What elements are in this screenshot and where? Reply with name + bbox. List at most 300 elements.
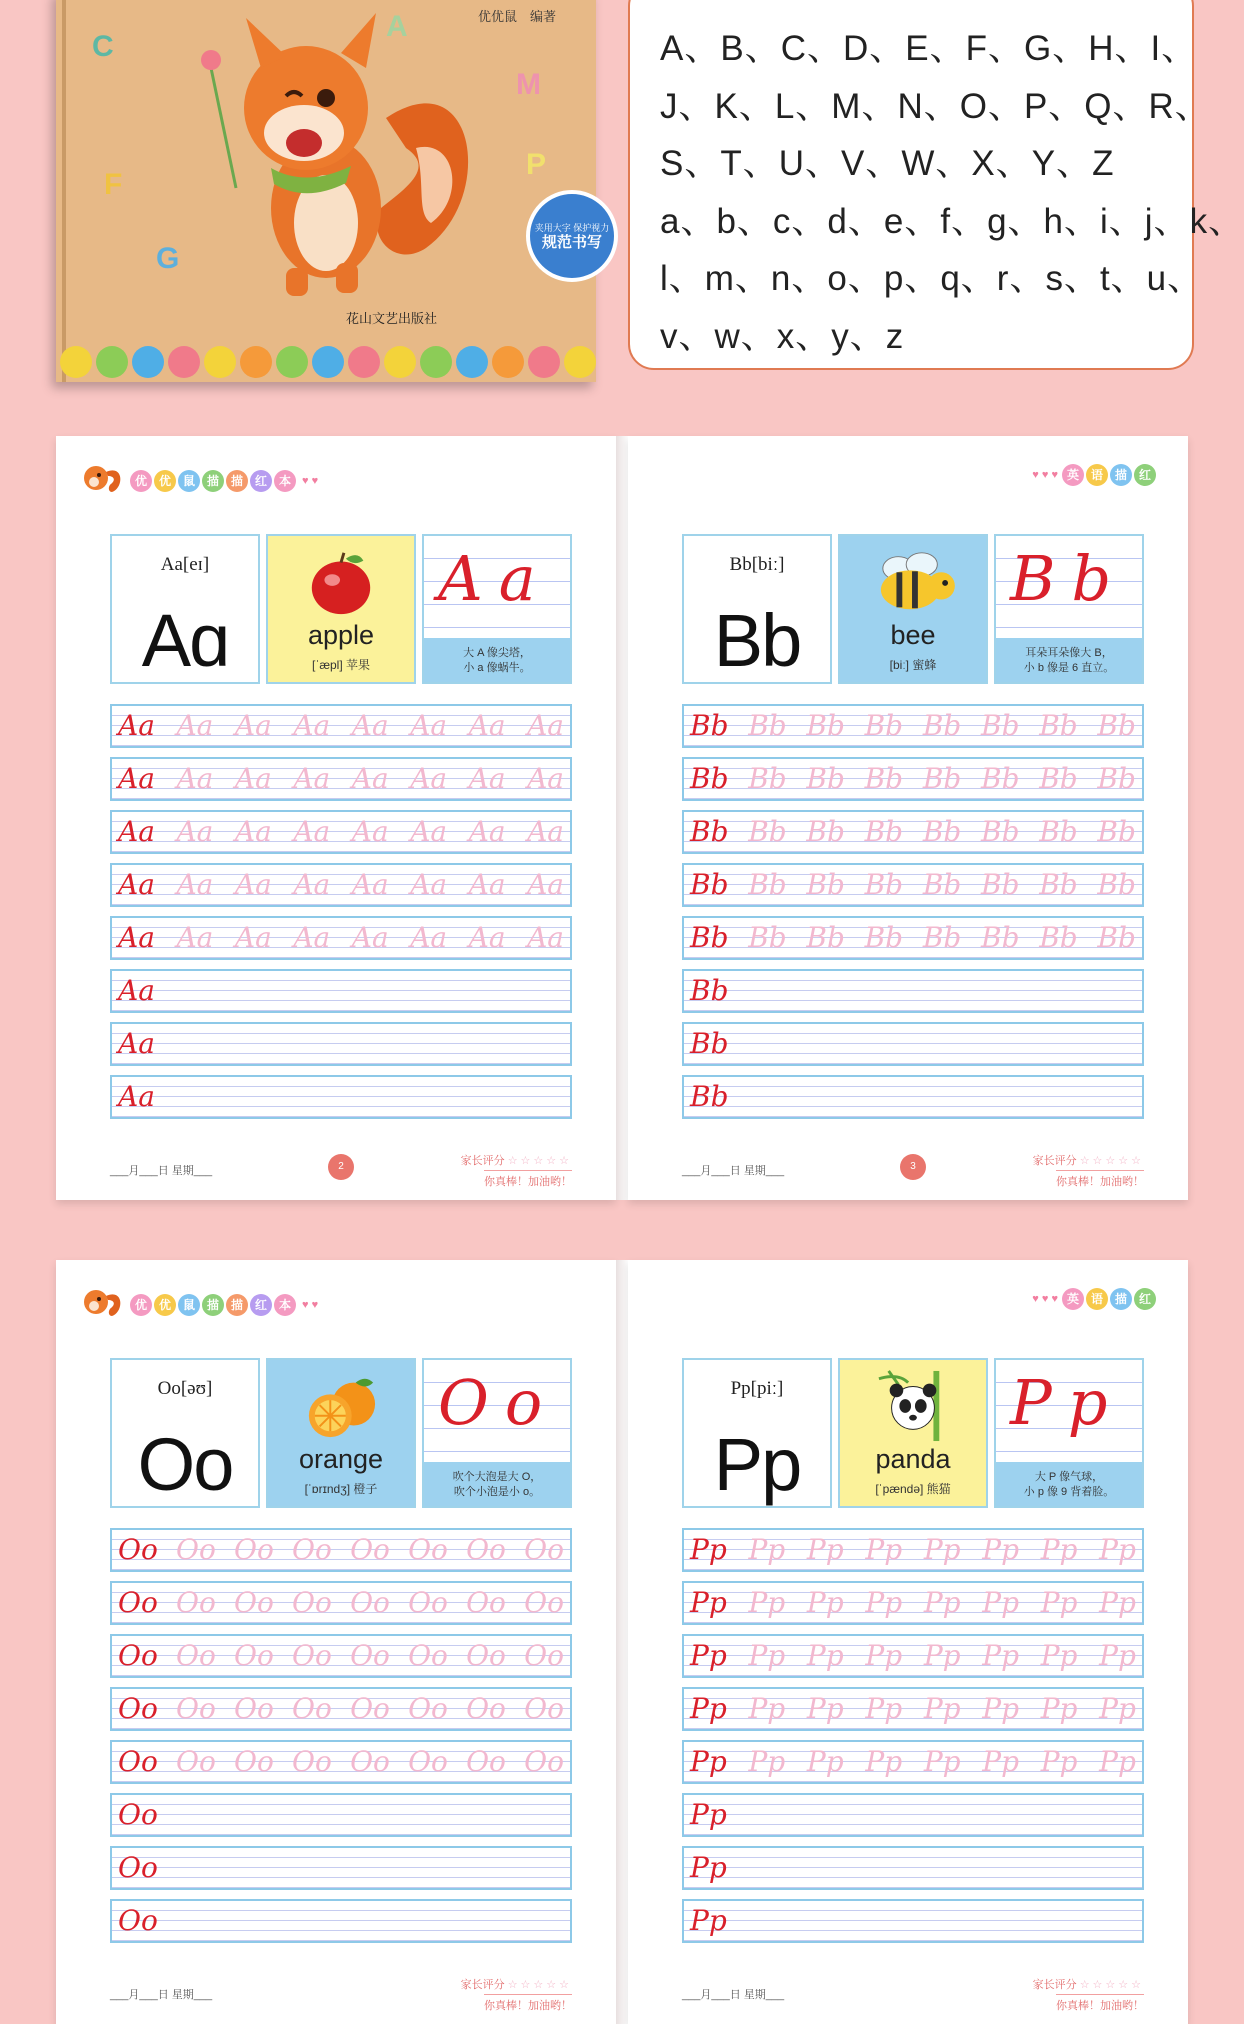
alphabet-line: A、B、C、D、E、F、G、H、I、 — [660, 29, 1198, 68]
spread-gutter — [616, 436, 628, 1200]
model-letter: Aa — [118, 868, 155, 901]
practice-row[interactable] — [682, 1634, 1144, 1678]
trace-letter: Aa — [410, 921, 448, 954]
trace-letter: Pp — [923, 1639, 961, 1672]
trace-letter: Bb — [922, 762, 962, 795]
trace-letter: Aa — [293, 762, 331, 795]
header-title-char: 本 — [274, 470, 296, 492]
practice-row[interactable] — [682, 1528, 1144, 1572]
trace-letter: Oo — [350, 1533, 390, 1566]
mnemonic-hint: 大 A 像尖塔， 小 a 像蜗牛。 — [424, 638, 570, 682]
trace-letter: Pp — [1099, 1745, 1136, 1778]
cover-publisher: 花山文艺出版社 — [346, 311, 438, 326]
trace-letter: Bb — [748, 815, 787, 848]
phonetic-card — [682, 1358, 832, 1508]
mnemonic-hint: 吹个大泡是大 O， 吹个小泡是小 o。 — [424, 1462, 570, 1506]
trace-letter: Oo — [466, 1586, 506, 1619]
practice-row[interactable] — [110, 1740, 572, 1784]
trace-letter: Pp — [1040, 1639, 1078, 1672]
spread-gutter — [616, 1260, 628, 2024]
alphabet-line: J、K、L、M、N、O、P、Q、R、 — [660, 86, 1211, 126]
header-title-char: 优 — [130, 470, 152, 492]
parent-score: 家长评分 ☆☆☆☆☆ — [1032, 1979, 1144, 1991]
word-label: panda — [875, 1444, 951, 1474]
trace-letter: Pp — [923, 1692, 961, 1725]
practice-row[interactable] — [110, 916, 572, 960]
trace-letter: Pp — [1040, 1692, 1078, 1725]
practice-row[interactable] — [682, 1846, 1144, 1890]
panda-icon — [840, 1370, 986, 1442]
trace-letter: Pp — [1040, 1745, 1078, 1778]
deco-letter: F — [104, 168, 123, 201]
cover-author: 优优鼠 编著 — [478, 9, 557, 24]
trace-letter: Oo — [234, 1692, 274, 1725]
trace-letter: Bb — [922, 921, 962, 954]
praise-text: 你真棒！加油哟！ — [484, 1170, 572, 1189]
model-letter: Bb — [690, 815, 729, 848]
trace-letter: Bb — [1039, 921, 1078, 954]
trace-letter: Bb — [1039, 868, 1078, 901]
trace-letter: Bb — [1039, 815, 1078, 848]
trace-letter: Pp — [923, 1533, 961, 1566]
trace-letter: Pp — [982, 1586, 1020, 1619]
trace-letter: Oo — [408, 1745, 448, 1778]
header-title-char: 优 — [130, 1294, 152, 1316]
trace-letter: Bb — [748, 709, 787, 742]
practice-rows — [110, 1528, 572, 1952]
alphabet-line: l、m、n、o、p、q、r、s、t、u、 — [660, 259, 1204, 298]
trace-letter: Bb — [1039, 762, 1078, 795]
model-letter: Pp — [690, 1745, 727, 1778]
practice-row[interactable] — [110, 1687, 572, 1731]
practice-row[interactable] — [110, 1022, 572, 1066]
practice-row[interactable] — [682, 1022, 1144, 1066]
trace-letter: Bb — [922, 815, 962, 848]
letter-big: Aɑ — [141, 599, 229, 682]
practice-row[interactable] — [682, 863, 1144, 907]
alphabet-line: a、b、c、d、e、f、g、h、i、j、k、 — [660, 201, 1244, 241]
word-card — [266, 1358, 416, 1508]
trace-letter: Aa — [410, 868, 448, 901]
deco-letter: A — [386, 10, 408, 43]
cover-badge — [526, 190, 618, 282]
date-line: ___月___日 星期___ — [682, 1165, 785, 1177]
header-title-char: 鼠 — [178, 1294, 200, 1316]
heart-icon: ♥ ♥ — [302, 474, 319, 487]
model-letter: Oo — [118, 1533, 158, 1566]
letter-ipa: Aa[eɪ] — [160, 554, 210, 575]
page-header — [1032, 464, 1156, 486]
trace-letter: Oo — [292, 1639, 332, 1672]
practice-row[interactable] — [682, 1899, 1144, 1943]
letter-ipa: Bb[biː] — [729, 554, 785, 575]
model-letter: Aa — [118, 815, 155, 848]
trace-letter: Aa — [351, 709, 389, 742]
trace-letter: Aa — [527, 921, 564, 954]
trace-letter: Oo — [292, 1586, 332, 1619]
trace-letter: Bb — [981, 921, 1020, 954]
badge-subtitle: 夹用大字 保护视力 — [534, 222, 610, 233]
heart-icon: ♥ ♥ ♥ — [1032, 1293, 1058, 1305]
letter-cards — [682, 1358, 1144, 1508]
model-letter: Oo — [118, 1798, 158, 1831]
trace-letter: Pp — [982, 1533, 1020, 1566]
trace-letter: Pp — [806, 1745, 844, 1778]
model-letter: Bb — [690, 974, 729, 1007]
model-letter: Pp — [690, 1586, 727, 1619]
model-letter: Aa — [118, 921, 155, 954]
header-title-char: 红 — [1134, 1288, 1156, 1310]
trace-letter: Oo — [524, 1533, 564, 1566]
trace-letter: Aa — [293, 868, 331, 901]
trace-letter: Aa — [468, 815, 506, 848]
practice-row[interactable] — [110, 1581, 572, 1625]
trace-letter: Oo — [234, 1745, 274, 1778]
trace-letter: Oo — [176, 1586, 216, 1619]
trace-letter: Aa — [293, 815, 331, 848]
workbook-page — [56, 1260, 616, 2024]
page-number: 3 — [900, 1154, 926, 1180]
trace-letter: Pp — [865, 1586, 903, 1619]
model-letter: Pp — [690, 1639, 727, 1672]
word-phonetic: [biː] 蜜蜂 — [889, 658, 937, 672]
trace-letter: Oo — [292, 1533, 332, 1566]
header-title-char: 本 — [274, 1294, 296, 1316]
practice-row[interactable] — [110, 1793, 572, 1837]
trace-letter: Oo — [234, 1639, 274, 1672]
trace-letter: Bb — [806, 868, 845, 901]
model-letter: Aa — [118, 762, 155, 795]
trace-letter: Bb — [922, 868, 962, 901]
model-letter: Oo — [118, 1851, 158, 1884]
letter-big: Bb — [713, 599, 801, 682]
script-letters: Aa — [438, 542, 552, 615]
deco-letter: G — [156, 242, 180, 275]
trace-letter: Aa — [410, 815, 448, 848]
practice-row[interactable] — [110, 1528, 572, 1572]
trace-letter: Pp — [982, 1745, 1020, 1778]
praise-text: 你真棒！加油哟！ — [1056, 1994, 1144, 2013]
trace-letter: Pp — [865, 1533, 903, 1566]
trace-letter: Pp — [1099, 1586, 1136, 1619]
model-letter: Pp — [690, 1798, 727, 1831]
header-title-char: 描 — [1110, 464, 1132, 486]
practice-row[interactable] — [682, 1581, 1144, 1625]
trace-letter: Oo — [176, 1745, 216, 1778]
practice-row[interactable] — [110, 1634, 572, 1678]
trace-letter: Aa — [527, 762, 564, 795]
trace-letter: Pp — [1040, 1533, 1078, 1566]
page-header — [78, 1282, 318, 1327]
trace-letter: Oo — [350, 1745, 390, 1778]
trace-letter: Oo — [292, 1745, 332, 1778]
header-title — [130, 1294, 296, 1316]
trace-letter: Bb — [1097, 815, 1136, 848]
trace-letter: Bb — [748, 921, 787, 954]
model-letter: Aa — [118, 1080, 155, 1113]
praise-text: 你真棒！加油哟！ — [1056, 1170, 1144, 1189]
trace-letter: Oo — [466, 1639, 506, 1672]
parent-score: 家长评分 ☆☆☆☆☆ — [460, 1155, 572, 1167]
header-title-char: 描 — [1110, 1288, 1132, 1310]
mnemonic-hint: 大 P 像气球， 小 p 像 9 背着脸。 — [996, 1462, 1142, 1506]
trace-letter: Aa — [234, 762, 272, 795]
trace-letter: Aa — [468, 921, 506, 954]
parent-score: 家长评分 ☆☆☆☆☆ — [1032, 1155, 1144, 1167]
trace-letter: Oo — [524, 1692, 564, 1725]
trace-letter: Bb — [981, 868, 1020, 901]
trace-letter: Bb — [806, 815, 845, 848]
model-letter: Pp — [690, 1692, 727, 1725]
practice-row[interactable] — [110, 757, 572, 801]
workbook-spread — [56, 436, 1190, 1200]
trace-letter: Oo — [524, 1586, 564, 1619]
trace-letter: Bb — [1097, 709, 1136, 742]
trace-letter: Pp — [748, 1533, 786, 1566]
page-footer — [682, 1972, 1144, 2012]
star-icon: ☆☆☆☆☆ — [1079, 1979, 1144, 1991]
header-title-char: 语 — [1086, 464, 1108, 486]
trace-letter: Pp — [923, 1586, 961, 1619]
trace-letter: Aa — [468, 709, 506, 742]
cover-spine — [62, 0, 66, 382]
practice-row[interactable] — [682, 757, 1144, 801]
practice-row[interactable] — [110, 1846, 572, 1890]
trace-letter: Aa — [176, 709, 214, 742]
deco-letter: P — [526, 148, 547, 181]
trace-letter: Oo — [408, 1639, 448, 1672]
trace-letter: Aa — [410, 709, 448, 742]
header-title-char: 描 — [226, 470, 248, 492]
header-title-char: 鼠 — [178, 470, 200, 492]
alphabet-box — [628, 0, 1244, 370]
model-letter: Bb — [690, 1080, 729, 1113]
trace-letter: Bb — [806, 762, 845, 795]
heart-icon: ♥ ♥ — [302, 1298, 319, 1311]
trace-letter: Aa — [527, 709, 564, 742]
script-letters: Bb — [1010, 542, 1128, 615]
model-letter: Aa — [118, 974, 155, 1007]
trace-letter: Aa — [351, 762, 389, 795]
word-card — [838, 1358, 988, 1508]
header-title — [130, 470, 296, 492]
trace-letter: Aa — [176, 921, 214, 954]
trace-letter: Pp — [806, 1692, 844, 1725]
cover-dots-border — [56, 344, 596, 374]
trace-letter: Pp — [865, 1639, 903, 1672]
parent-score: 家长评分 ☆☆☆☆☆ — [460, 1979, 572, 1991]
trace-letter: Bb — [806, 709, 845, 742]
header-title-char: 红 — [1134, 464, 1156, 486]
trace-letter: Pp — [748, 1586, 786, 1619]
letter-cards — [110, 534, 572, 684]
trace-letter: Oo — [234, 1586, 274, 1619]
trace-letter: Oo — [292, 1692, 332, 1725]
bee-icon — [840, 546, 986, 618]
trace-letter: Bb — [981, 762, 1020, 795]
trace-letter: Bb — [864, 762, 904, 795]
header-title-char: 语 — [1086, 1288, 1108, 1310]
apple-icon — [268, 546, 414, 618]
practice-row[interactable] — [682, 916, 1144, 960]
trace-letter: Oo — [408, 1692, 448, 1725]
trace-letter: Aa — [176, 762, 214, 795]
trace-letter: Oo — [524, 1639, 564, 1672]
trace-letter: Pp — [1099, 1692, 1136, 1725]
script-card — [422, 1358, 572, 1508]
word-phonetic: [ˈæpl] 苹果 — [311, 658, 370, 672]
trace-letter: Aa — [351, 868, 389, 901]
trace-letter: Bb — [864, 868, 904, 901]
trace-letter: Pp — [748, 1745, 786, 1778]
trace-letter: Oo — [176, 1692, 216, 1725]
model-letter: Pp — [690, 1851, 727, 1884]
phonetic-card — [110, 534, 260, 684]
page-header — [1032, 1288, 1156, 1310]
letter-big: Oo — [137, 1423, 233, 1506]
model-letter: Bb — [690, 921, 729, 954]
trace-letter: Aa — [234, 815, 272, 848]
model-letter: Pp — [690, 1904, 727, 1937]
trace-letter: Bb — [806, 921, 845, 954]
header-title-char: 描 — [226, 1294, 248, 1316]
practice-row[interactable] — [682, 1793, 1144, 1837]
script-letters: Oo — [438, 1366, 559, 1439]
practice-row[interactable] — [682, 969, 1144, 1013]
practice-row[interactable] — [682, 1740, 1144, 1784]
workbook-spread — [56, 1260, 1190, 2024]
trace-letter: Aa — [234, 709, 272, 742]
trace-letter: Aa — [468, 762, 506, 795]
model-letter: Oo — [118, 1904, 158, 1937]
trace-letter: Bb — [864, 709, 904, 742]
word-label: apple — [307, 620, 375, 650]
trace-letter: Pp — [865, 1692, 903, 1725]
trace-letter: Oo — [350, 1692, 390, 1725]
deco-letter: C — [92, 30, 114, 63]
practice-rows — [682, 1528, 1144, 1952]
header-title-char: 英 — [1062, 464, 1084, 486]
star-icon: ☆☆☆☆☆ — [1079, 1155, 1144, 1167]
date-line: ___月___日 星期___ — [682, 1989, 785, 2001]
trace-letter: Oo — [350, 1639, 390, 1672]
header-title-char: 优 — [154, 1294, 176, 1316]
page-header — [78, 458, 318, 503]
word-phonetic: [ˈpændə] 熊猫 — [875, 1482, 951, 1496]
letter-cards — [110, 1358, 572, 1508]
practice-row[interactable] — [110, 1899, 572, 1943]
header-title-char: 英 — [1062, 1288, 1084, 1310]
trace-letter: Bb — [864, 815, 904, 848]
page-footer — [110, 1972, 572, 2012]
trace-letter: Oo — [466, 1692, 506, 1725]
workbook-page — [628, 436, 1188, 1200]
model-letter: Oo — [118, 1586, 158, 1619]
squirrel-mini-icon — [78, 1282, 124, 1327]
trace-letter: Aa — [234, 921, 272, 954]
trace-letter: Bb — [922, 709, 962, 742]
workbook-page — [56, 436, 616, 1200]
trace-letter: Pp — [1099, 1533, 1136, 1566]
heart-icon: ♥ ♥ ♥ — [1032, 469, 1058, 481]
trace-letter: Pp — [1099, 1639, 1136, 1672]
trace-letter: Pp — [982, 1692, 1020, 1725]
trace-letter: Oo — [350, 1586, 390, 1619]
practice-row[interactable] — [110, 969, 572, 1013]
trace-letter: Pp — [1040, 1586, 1078, 1619]
practice-row[interactable] — [110, 810, 572, 854]
alphabet-line: S、T、U、V、W、X、Y、Z — [660, 144, 1115, 183]
trace-letter: Aa — [176, 868, 214, 901]
word-card — [838, 534, 988, 684]
trace-letter: Aa — [351, 815, 389, 848]
practice-row[interactable] — [110, 1075, 572, 1119]
trace-letter: Oo — [234, 1533, 274, 1566]
word-phonetic: [ˈɒrɪndʒ] 橙子 — [304, 1482, 378, 1496]
practice-row[interactable] — [682, 810, 1144, 854]
model-letter: Oo — [118, 1639, 158, 1672]
trace-letter: Aa — [293, 709, 331, 742]
trace-letter: Pp — [865, 1745, 903, 1778]
practice-rows — [682, 704, 1144, 1128]
trace-letter: Bb — [748, 762, 787, 795]
practice-row[interactable] — [110, 704, 572, 748]
trace-letter: Pp — [748, 1692, 786, 1725]
header-title-char: 描 — [202, 470, 224, 492]
trace-letter: Aa — [527, 815, 564, 848]
phonetic-card — [682, 534, 832, 684]
trace-letter: Aa — [234, 868, 272, 901]
script-card — [422, 534, 572, 684]
model-letter: Pp — [690, 1533, 727, 1566]
model-letter: Bb — [690, 709, 729, 742]
deco-letter: M — [516, 68, 541, 101]
trace-letter: Oo — [466, 1745, 506, 1778]
page-footer — [682, 1148, 1144, 1188]
trace-letter: Bb — [1097, 868, 1136, 901]
letter-ipa: Pp[piː] — [730, 1378, 784, 1399]
practice-row[interactable] — [110, 863, 572, 907]
star-icon: ☆☆☆☆☆ — [507, 1155, 572, 1167]
trace-letter: Bb — [1097, 921, 1136, 954]
trace-letter: Pp — [923, 1745, 961, 1778]
page-footer — [110, 1148, 572, 1188]
practice-row[interactable] — [682, 1687, 1144, 1731]
practice-row[interactable] — [682, 1075, 1144, 1119]
trace-letter: Aa — [468, 868, 506, 901]
model-letter: Oo — [118, 1745, 158, 1778]
practice-rows — [110, 704, 572, 1128]
trace-letter: Aa — [351, 921, 389, 954]
trace-letter: Aa — [410, 762, 448, 795]
trace-letter: Bb — [1097, 762, 1136, 795]
trace-letter: Bb — [981, 709, 1020, 742]
model-letter: Bb — [690, 1027, 729, 1060]
trace-letter: Pp — [806, 1533, 844, 1566]
header-title — [1062, 464, 1156, 486]
workbook-page — [628, 1260, 1188, 2024]
trace-letter: Oo — [176, 1639, 216, 1672]
trace-letter: Oo — [524, 1745, 564, 1778]
orange-icon — [268, 1370, 414, 1442]
trace-letter: Pp — [806, 1639, 844, 1672]
trace-letter: Oo — [408, 1586, 448, 1619]
date-line: ___月___日 星期___ — [110, 1989, 213, 2001]
alphabet-line: v、w、x、y、z — [660, 316, 905, 356]
practice-row[interactable] — [682, 704, 1144, 748]
trace-letter: Pp — [982, 1639, 1020, 1672]
trace-letter: Oo — [176, 1533, 216, 1566]
